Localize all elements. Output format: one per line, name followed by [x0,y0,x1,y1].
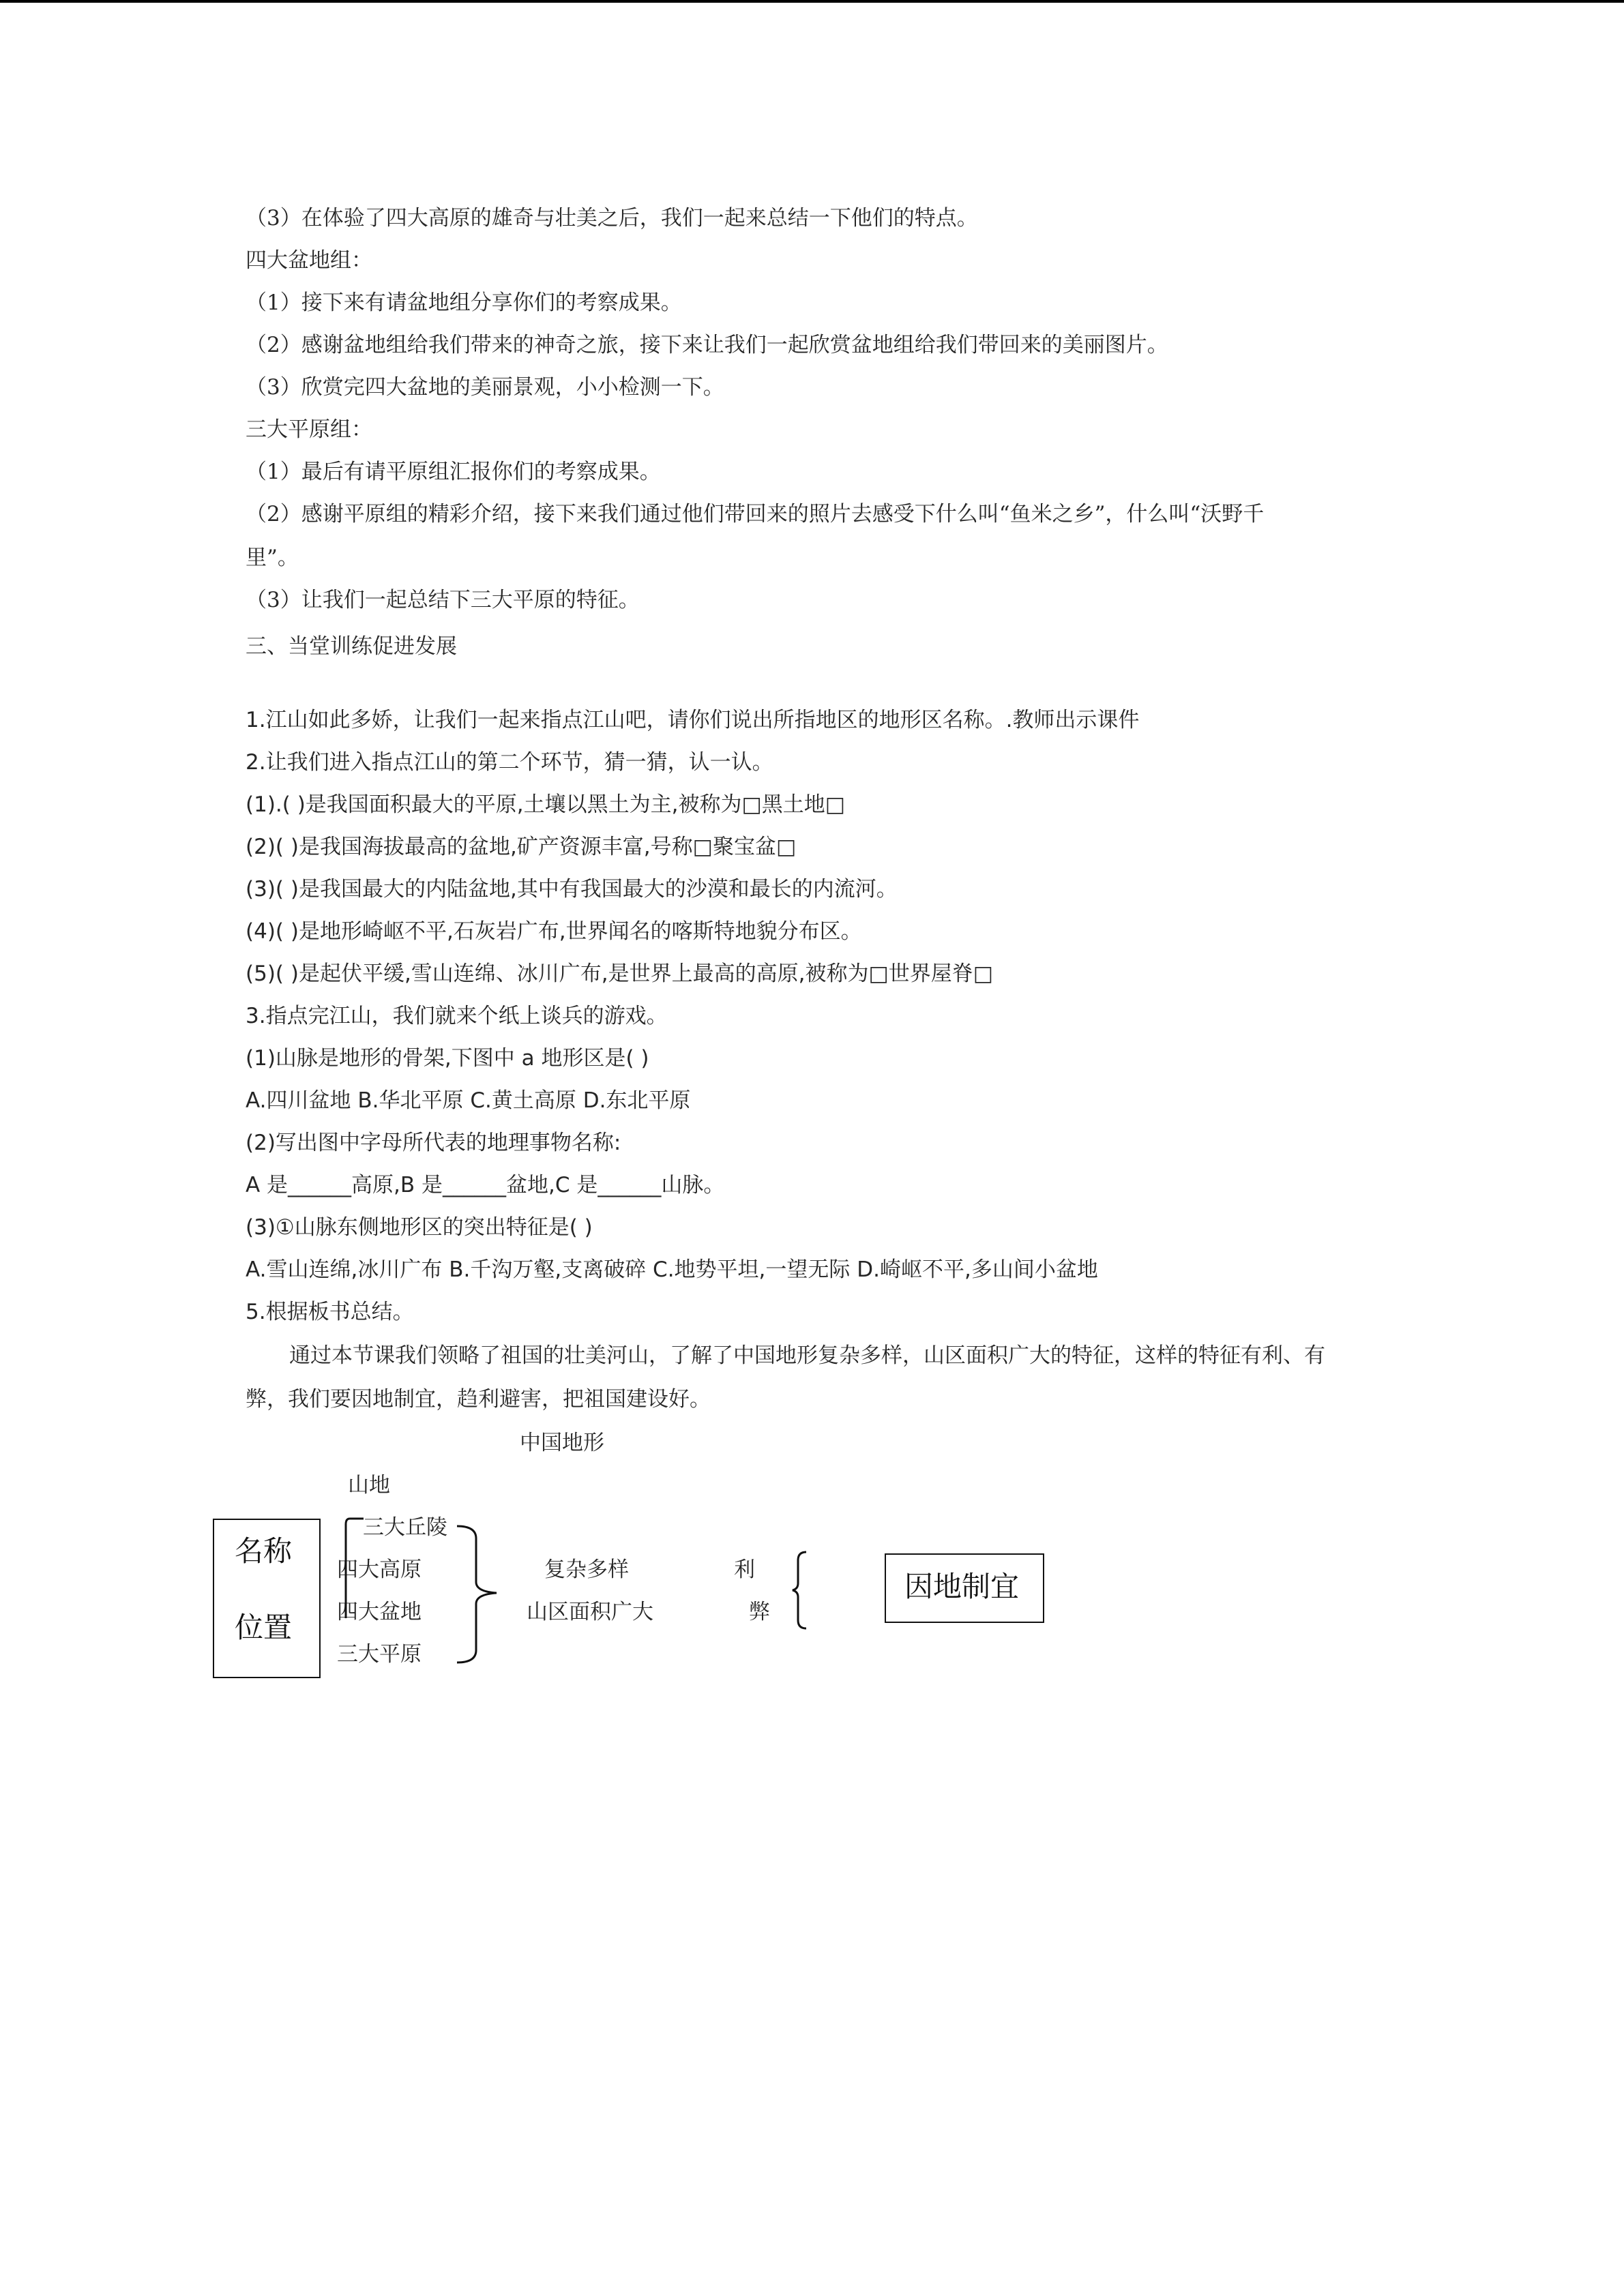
effect-text: 利 [734,1557,755,1582]
text-line: （1）最后有请平原组汇报你们的考察成果。 [246,460,661,484]
text-line: （3）让我们一起总结下三大平原的特征。 [246,588,640,612]
box-label: 位置 [235,1611,293,1644]
text-line: （3）在体验了四大高原的雄奇与壮美之后，我们一起来总结一下他们的特点。 [246,206,978,230]
question-3: 3.指点完江山，我们就来个纸上谈兵的游戏。 [246,1004,668,1028]
feature-text: 山区面积广大 [527,1600,653,1624]
terrain-item: 三大平原 [337,1642,422,1667]
sub-question: (3)①山脉东侧地形区的突出特征是( ) [246,1215,593,1240]
page-top-border [0,0,1624,3]
section-heading: 四大盆地组： [246,248,372,273]
fill-blank-item: (3)( )是我国最大的内陆盆地,其中有我国最大的沙漠和最长的内流河。 [246,877,898,901]
fill-blank-item: A 是______高原,B 是______盆地,C 是______山脉。 [246,1173,725,1197]
terrain-item: 四大高原 [337,1557,422,1582]
terrain-item: 四大盆地 [337,1600,422,1624]
fill-blank-item: (5)( )是起伏平缓,雪山连绵、冰川广布,是世界上最高的高原,被称为□世界屋脊□ [246,961,994,986]
terrain-item: 三大丘陵 [363,1515,447,1540]
sub-question: (2)写出图中字母所代表的地理事物名称: [246,1131,621,1155]
fill-blank-item: (1).( )是我国面积最大的平原,土壤以黑土为主,被称为□黑土地□ [246,792,846,817]
fill-blank-item: (4)( )是地形崎岖不平,石灰岩广布,世界闻名的喀斯特地貌分布区。 [246,919,862,944]
conclusion-text: 因地制宜 [904,1570,1020,1603]
effect-text: 弊 [749,1600,770,1624]
sub-question: (1)山脉是地形的骨架,下图中 a 地形区是( ) [246,1046,649,1071]
text-line: （2）感谢盆地组给我们带来的神奇之旅，接下来让我们一起欣赏盆地组给我们带回来的美丽图片。 [246,333,1168,357]
fill-blank-item: (2)( )是我国海拔最高的盆地,矿产资源丰富,号称□聚宝盆□ [246,835,797,859]
effect-brace [791,1549,818,1631]
question-5: 5.根据板书总结。 [246,1300,414,1324]
box-label: 名称 [235,1534,293,1568]
section-heading: 三大平原组： [246,417,372,442]
left-bracket [344,1517,365,1620]
question-2: 2.让我们进入指点江山的第二个环节，猜一猜，认一认。 [246,750,773,775]
question-1: 1.江山如此多娇，让我们一起来指点江山吧，请你们说出所指地区的地形区名称。.教师出示课件 [246,708,1140,732]
board-title: 中国地形 [520,1431,604,1455]
text-line: （2）感谢平原组的精彩介绍，接下来我们通过他们带回来的照片去感受下什么叫“鱼米之乡”，什么叫“沃野千 [246,502,1265,526]
terrain-item: 山地 [348,1473,390,1497]
section-heading: 三、当堂训练促进发展 [246,634,457,659]
text-line: 里”。 [246,546,299,570]
summary-paragraph: 通过本节课我们领略了祖国的壮美河山，了解了中国地形复杂多样，山区面积广大的特征，这样的特征有利、有 [289,1343,1325,1368]
right-brace [456,1522,510,1665]
summary-paragraph: 弊，我们要因地制宜，趋利避害，把祖国建设好。 [246,1387,711,1412]
answer-options: A.四川盆地 B.华北平原 C.黄土高原 D.东北平原 [246,1088,691,1113]
feature-text: 复杂多样 [544,1557,629,1582]
text-line: （1）接下来有请盆地组分享你们的考察成果。 [246,290,682,315]
answer-options: A.雪山连绵,冰川广布 B.千沟万壑,支离破碎 C.地势平坦,一望无际 D.崎岖不平,多山间小盆地 [246,1257,1098,1282]
text-line: （3）欣赏完四大盆地的美丽景观，小小检测一下。 [246,375,724,400]
